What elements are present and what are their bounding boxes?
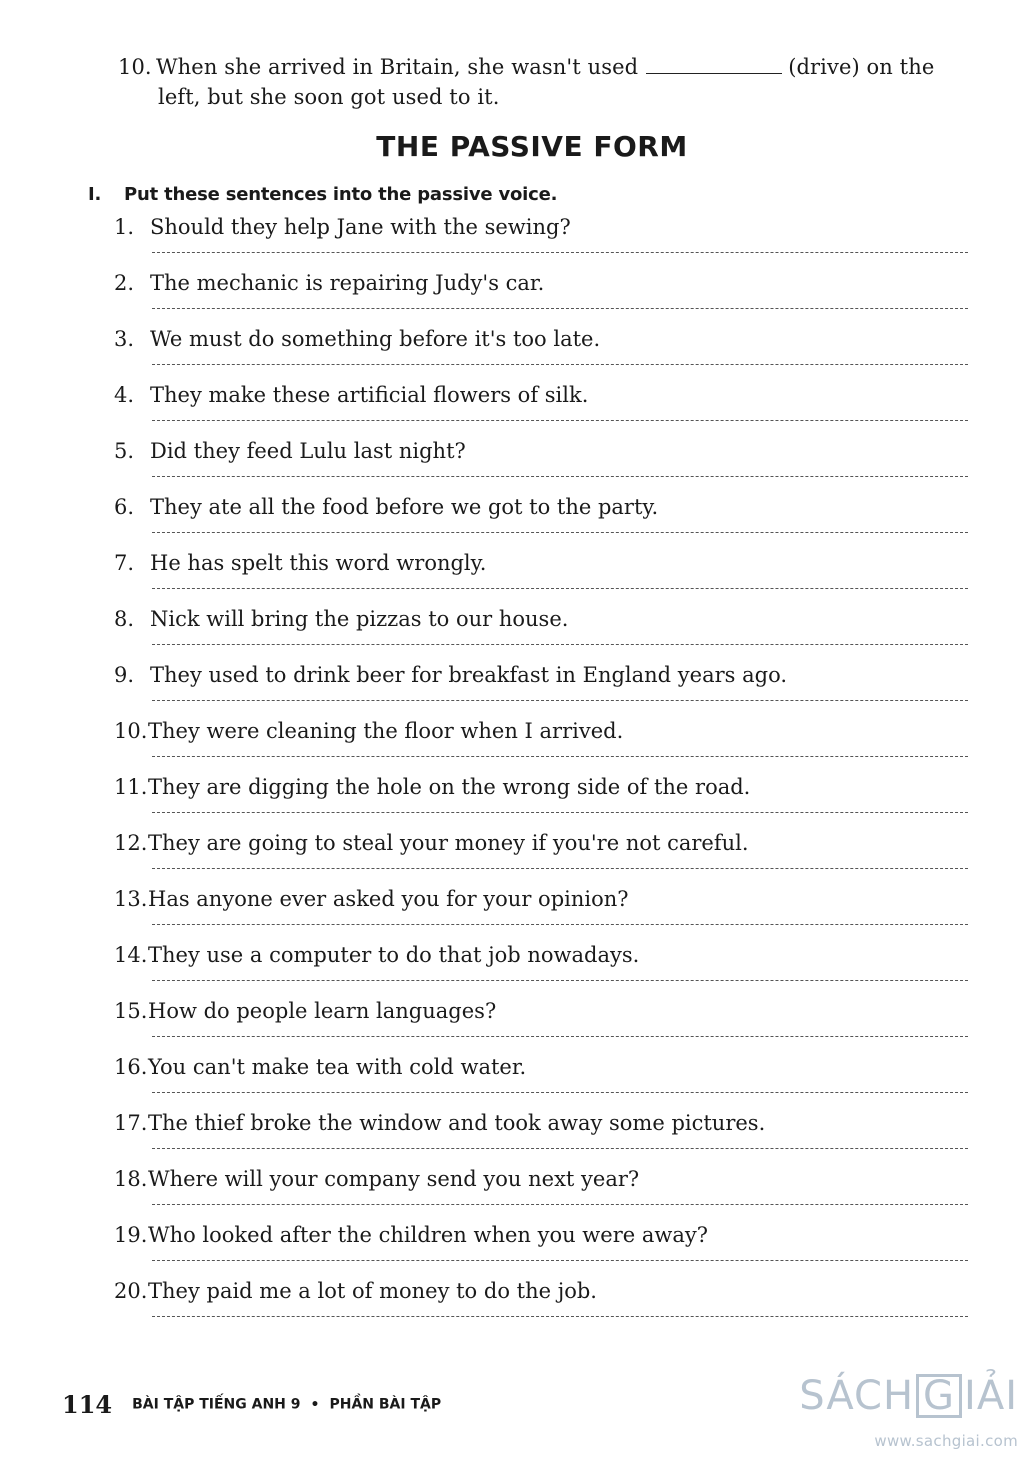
item-sentence: Did they feed Lulu last night?: [150, 439, 466, 463]
item-sentence: They are digging the hole on the wrong side of the road.: [148, 775, 751, 799]
book-title: BÀI TẬP TIẾNG ANH 9: [132, 1396, 301, 1413]
answer-line[interactable]: [152, 924, 968, 925]
item-sentence: They ate all the food before we got to the party.: [150, 495, 659, 519]
watermark-logo-boxed: G: [916, 1374, 962, 1418]
item-number: 1.: [114, 215, 135, 239]
item-number: 9.: [114, 663, 135, 687]
list-item: [114, 214, 974, 270]
previous-item-text-after: (drive) on the: [788, 55, 935, 79]
exercise-instruction-text: Put these sentences into the passive voice.: [124, 184, 558, 205]
answer-line[interactable]: [152, 1204, 968, 1205]
answer-line[interactable]: [152, 700, 968, 701]
item-sentence: They paid me a lot of money to do the job.: [148, 1279, 597, 1303]
item-number: 8.: [114, 607, 135, 631]
answer-line[interactable]: [152, 1148, 968, 1149]
answer-line[interactable]: [152, 476, 968, 477]
item-sentence: The mechanic is repairing Judy's car.: [150, 271, 545, 295]
answer-line[interactable]: [152, 868, 968, 869]
item-sentence: Where will your company send you next year?: [148, 1167, 640, 1191]
list-item: [114, 550, 974, 606]
watermark: [799, 1372, 1018, 1450]
list-item: [114, 662, 974, 718]
list-item: [114, 1278, 974, 1334]
answer-line[interactable]: [152, 1260, 968, 1261]
page-footer: [62, 1390, 441, 1419]
answer-line[interactable]: [152, 1092, 968, 1093]
previous-item-text-before: When she arrived in Britain, she wasn't used: [156, 55, 639, 79]
watermark-logo-left: SÁCH: [799, 1373, 915, 1419]
list-item: [114, 438, 974, 494]
answer-line[interactable]: [152, 644, 968, 645]
item-number: 12.: [114, 831, 148, 855]
list-item: [114, 1166, 974, 1222]
item-sentence: They are going to steal your money if you're not careful.: [148, 831, 749, 855]
answer-line[interactable]: [152, 532, 968, 533]
list-item: [114, 718, 974, 774]
list-item: [114, 1222, 974, 1278]
item-number: 15.: [114, 999, 148, 1023]
list-item: [114, 270, 974, 326]
item-sentence: They use a computer to do that job nowadays.: [148, 943, 640, 967]
item-number: 5.: [114, 439, 135, 463]
list-item: [114, 886, 974, 942]
item-number: 2.: [114, 271, 135, 295]
item-sentence: They make these artificial flowers of silk.: [150, 383, 589, 407]
list-item: [114, 1110, 974, 1166]
item-sentence: How do people learn languages?: [148, 999, 497, 1023]
answer-line[interactable]: [152, 812, 968, 813]
exercise-roman-number: I.: [88, 184, 102, 205]
item-sentence: Who looked after the children when you were away?: [148, 1223, 708, 1247]
answer-line[interactable]: [152, 420, 968, 421]
section-title: THE PASSIVE FORM: [376, 130, 688, 163]
list-item: [114, 382, 974, 438]
item-sentence: You can't make tea with cold water.: [148, 1055, 527, 1079]
page-number: 114: [62, 1390, 113, 1419]
item-number: 11.: [114, 775, 148, 799]
item-sentence: The thief broke the window and took away some pictures.: [148, 1111, 766, 1135]
item-number: 19.: [114, 1223, 148, 1247]
fill-in-blank: [646, 53, 782, 74]
answer-line[interactable]: [152, 252, 968, 253]
list-item: [114, 1054, 974, 1110]
previous-item-number: 10.: [118, 55, 152, 79]
exercise-instruction: [88, 184, 557, 205]
list-item: [114, 494, 974, 550]
item-sentence: They were cleaning the floor when I arrived.: [148, 719, 624, 743]
item-number: 13.: [114, 887, 148, 911]
item-sentence: Nick will bring the pizzas to our house.: [150, 607, 569, 631]
list-item: [114, 830, 974, 886]
previous-item-continuation: left, but she soon got used to it.: [158, 85, 500, 109]
item-sentence: We must do something before it's too late.: [150, 327, 601, 351]
list-item: [114, 774, 974, 830]
answer-line[interactable]: [152, 756, 968, 757]
answer-line[interactable]: [152, 588, 968, 589]
item-sentence: Has anyone ever asked you for your opinion?: [148, 887, 629, 911]
answer-line[interactable]: [152, 364, 968, 365]
item-number: 6.: [114, 495, 135, 519]
item-number: 7.: [114, 551, 135, 575]
item-sentence: Should they help Jane with the sewing?: [150, 215, 571, 239]
answer-line[interactable]: [152, 980, 968, 981]
previous-exercise-item: [118, 52, 980, 112]
list-item: [114, 326, 974, 382]
watermark-logo-right: IẢI: [964, 1373, 1018, 1419]
item-number: 18.: [114, 1167, 148, 1191]
list-item: [114, 942, 974, 998]
answer-line[interactable]: [152, 308, 968, 309]
item-sentence: They used to drink beer for breakfast in England years ago.: [150, 663, 788, 687]
item-number: 16.: [114, 1055, 148, 1079]
list-item: [114, 998, 974, 1054]
item-number: 3.: [114, 327, 135, 351]
item-number: 4.: [114, 383, 135, 407]
list-item: [114, 606, 974, 662]
item-number: 14.: [114, 943, 148, 967]
item-sentence: He has spelt this word wrongly.: [150, 551, 487, 575]
footer-bullet: •: [310, 1396, 320, 1413]
item-number: 20.: [114, 1279, 148, 1303]
book-part: PHẦN BÀI TẬP: [329, 1396, 442, 1413]
answer-line[interactable]: [152, 1316, 968, 1317]
item-number: 10.: [114, 719, 148, 743]
item-number: 17.: [114, 1111, 148, 1135]
watermark-logo: [799, 1372, 1018, 1420]
watermark-url: www.sachgiai.com: [874, 1432, 1018, 1450]
answer-line[interactable]: [152, 1036, 968, 1037]
